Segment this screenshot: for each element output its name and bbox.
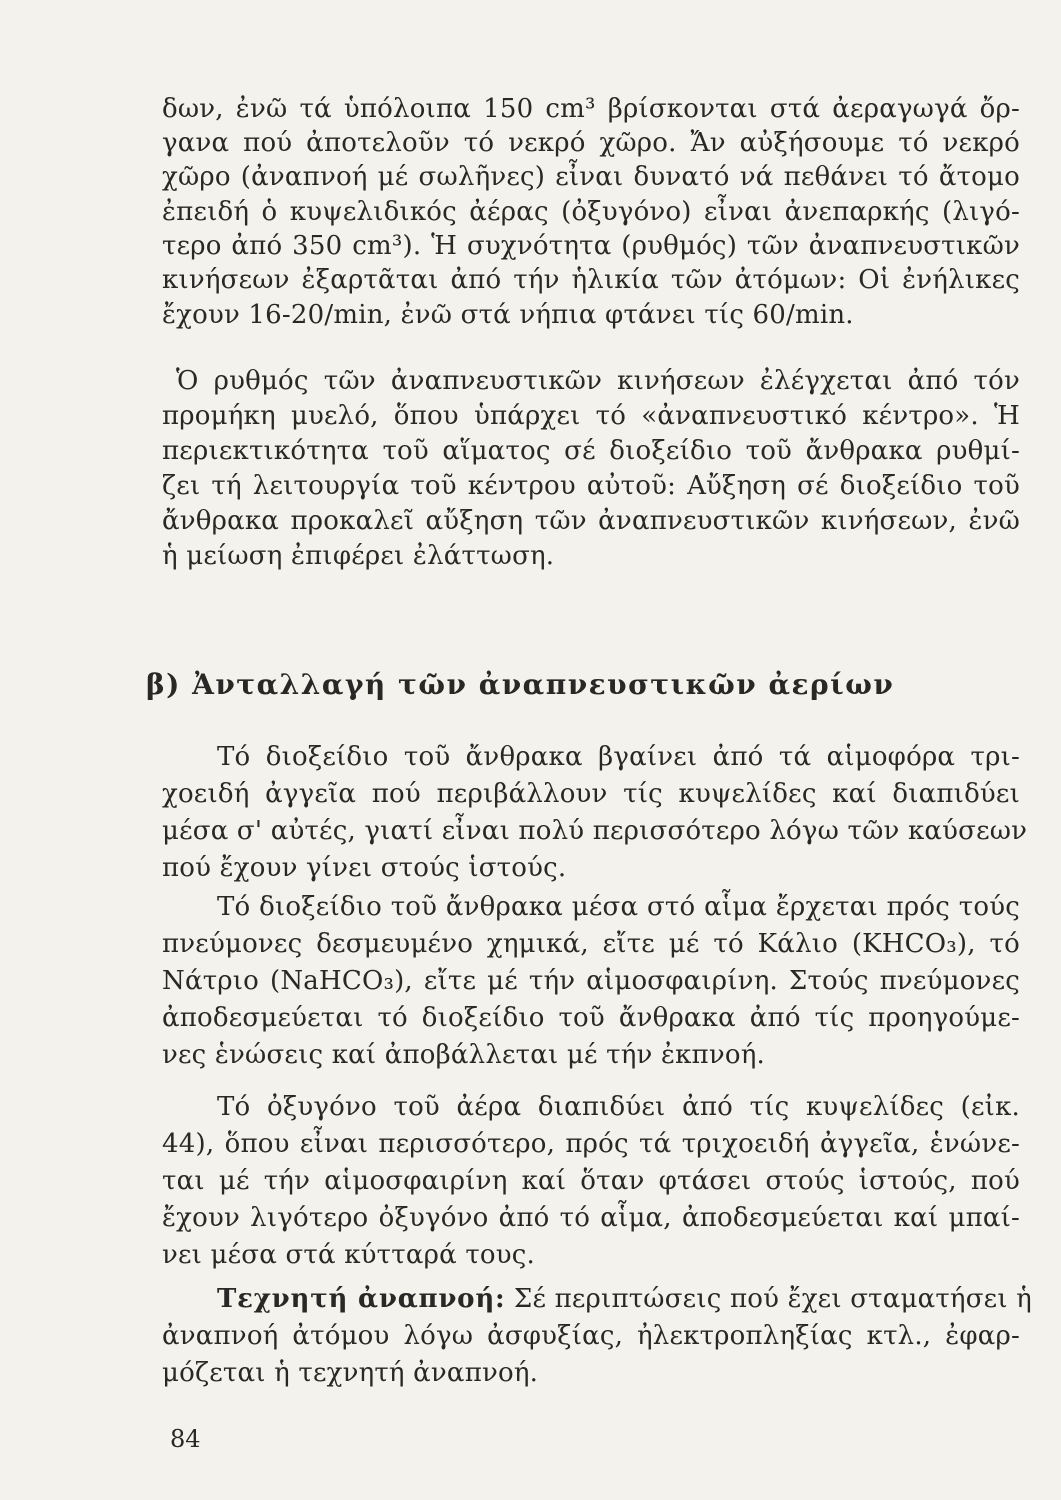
text-run: Σέ περιπτώσεις πού ἔχει σταματήσει ἡ bbox=[505, 1284, 1032, 1314]
text-line: πού ἔχουν γίνει στούς ἱστούς. bbox=[162, 853, 567, 883]
text-line: τερο ἀπό 350 cm³). Ἡ συχνότητα (ρυθμός) τῶν ἀναπνευστικῶν bbox=[162, 231, 1020, 261]
text-line: δων, ἐνῶ τά ὑπόλοιπα 150 cm³ βρίσκονται στά ἀεραγωγά ὄρ- bbox=[162, 94, 1020, 124]
text-line: μέσα σ' αὐτές, γιατί εἶναι πολύ περισσότερο λόγω τῶν καύσεων bbox=[162, 816, 1028, 846]
text-line: ἀποδεσμεύεται τό διοξείδιο τοῦ ἄνθρακα ἀπό τίς προηγούμε- bbox=[162, 1003, 1020, 1033]
text-line: κινήσεων ἐξαρτᾶται ἀπό τήν ἡλικία τῶν ἀτόμων: Οἱ ἐνήλικες bbox=[162, 265, 1020, 295]
text-line: προμήκη μυελό, ὅπου ὑπάρχει τό «ἀναπνευστικό κέντρο». Ἡ bbox=[162, 401, 1020, 431]
text-line: πνεύμονες δεσμευμένο χημικά, εἴτε μέ τό Κάλιο (KHCO₃), τό bbox=[162, 929, 1020, 959]
section-heading: β) Ἀνταλλαγή τῶν ἀναπνευστικῶν ἀερίων bbox=[146, 668, 895, 701]
text-line: χοειδή ἀγγεῖα πού περιβάλλουν τίς κυψελίδες καί διαπιδύει bbox=[162, 779, 1020, 809]
text-line bbox=[217, 1282, 1032, 1316]
text-line: χῶρο (ἀναπνοή μέ σωλῆνες) εἶναι δυνατό νά πεθάνει τό ἄτομο bbox=[162, 162, 1020, 192]
text-line: ἔχουν 16-20/min, ἐνῶ στά νήπια φτάνει τίς 60/min. bbox=[162, 300, 854, 330]
text-line: ἐπειδή ὁ κυψελιδικός ἀέρας (ὀξυγόνο) εἶναι ἀνεπαρκής (λιγό- bbox=[162, 197, 1020, 227]
text-line: 44), ὅπου εἶναι περισσότερο, πρός τά τριχοειδή ἀγγεῖα, ἑνώνε- bbox=[162, 1129, 1020, 1159]
text-line: ἡ μείωση ἐπιφέρει ἐλάττωση. bbox=[162, 541, 555, 571]
text-line: Ὁ ρυθμός τῶν ἀναπνευστικῶν κινήσεων ἐλέγχεται ἀπό τόν bbox=[176, 366, 1020, 396]
text-line: ται μέ τήν αἱμοσφαιρίνη καί ὅταν φτάσει στούς ἱστούς, πού bbox=[162, 1166, 1020, 1196]
text-line: ἀναπνοή ἀτόμου λόγω ἀσφυξίας, ἠλεκτροπληξίας κτλ., ἐφαρ- bbox=[162, 1321, 1020, 1351]
text-line: νες ἑνώσεις καί ἀποβάλλεται μέ τήν ἐκπνοή. bbox=[162, 1040, 765, 1070]
text-line: Τό διοξείδιο τοῦ ἄνθρακα μέσα στό αἷμα ἔρχεται πρός τούς bbox=[217, 892, 1020, 922]
text-line: Νάτριο (NaHCO₃), εἴτε μέ τήν αἱμοσφαιρίνη. Στούς πνεύμονες bbox=[162, 966, 1020, 996]
text-line: γανα πού ἀποτελοῦν τό νεκρό χῶρο. Ἄν αὐξήσουμε τό νεκρό bbox=[162, 128, 1020, 158]
text-line: μόζεται ἡ τεχνητή ἀναπνοή. bbox=[162, 1358, 539, 1388]
text-line: ἔχουν λιγότερο ὀξυγόνο ἀπό τό αἷμα, ἀποδεσμεύεται καί μπαί- bbox=[162, 1203, 1020, 1233]
text-line: ἄνθρακα προκαλεῖ αὔξηση τῶν ἀναπνευστικῶν κινήσεων, ἐνῶ bbox=[162, 506, 1020, 536]
text-line: νει μέσα στά κύτταρά τους. bbox=[162, 1240, 535, 1270]
text-line: περιεκτικότητα τοῦ αἵματος σέ διοξείδιο τοῦ ἄνθρακα ρυθμί- bbox=[162, 436, 1020, 466]
text-line: Τό ὀξυγόνο τοῦ ἀέρα διαπιδύει ἀπό τίς κυψελίδες (εἰκ. bbox=[217, 1092, 1020, 1122]
text-line: Τό διοξείδιο τοῦ ἄνθρακα βγαίνει ἀπό τά αἱμοφόρα τρι- bbox=[217, 742, 1020, 772]
bold-term: Τεχνητή ἀναπνοή: bbox=[217, 1284, 506, 1314]
text-line: ζει τή λειτουργία τοῦ κέντρου αὐτοῦ: Αὔξηση σέ διοξείδιο τοῦ bbox=[162, 471, 1020, 501]
page-number: 84 bbox=[170, 1425, 201, 1453]
